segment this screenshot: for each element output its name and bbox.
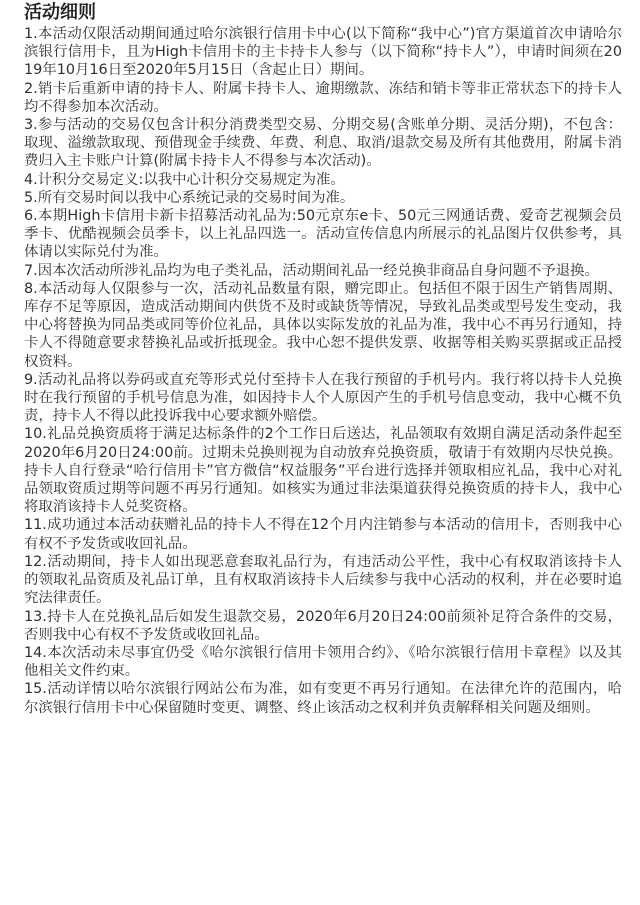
- rule-item-15: 15.活动详情以哈尔滨银行网站公布为准，如有变更不再另行通知。在法律允许的范围内，哈尔滨银行信用卡中心保留随时变更、调整、终止该活动之权利并负责解释相关问题及细则。: [24, 681, 622, 716]
- rule-item-12: 12.活动期间，持卡人如出现恶意套取礼品行为，有违活动公平性，我中心有权取消该持卡人的领取礼品资质及礼品订单，且有权取消该持卡人后续参与我中心活动的权利，并在必要时追究法律责任。: [24, 553, 622, 607]
- rule-item-7: 7.因本次活动所涉礼品均为电子类礼品，活动期间礼品一经兑换非商品自身问题不予退换。: [24, 262, 599, 279]
- rule-item-9: 9.活动礼品将以券码或直充等形式兑付至持卡人在我行预留的手机号内。我行将以持卡人兑换时在我行预留的手机号信息为准，如因持卡人个人原因产生的手机号信息变动，我中心概不负责，持卡人不得以此投诉我中心要求额外赔偿。: [24, 371, 622, 425]
- rule-item-11: 11.成功通过本活动获赠礼品的持卡人不得在12个月内注销参与本活动的信用卡，否则我中心有权不予发货或收回礼品。: [24, 517, 622, 552]
- rule-item-5: 5.所有交易时间以我中心系统记录的交易时间为准。: [24, 189, 355, 206]
- document-title: 活动细则: [24, 2, 96, 23]
- rule-item-14: 14.本次活动未尽事宜仍受《哈尔滨银行信用卡领用合约》、《哈尔滨银行信用卡章程》以及其他相关文件约束。: [24, 644, 622, 680]
- rule-item-10: 10.礼品兑换资质将于满足达标条件的2个工作日后送达，礼品领取有效期自满足活动条件起至2020年6月20日24:00前。过期未兑换则视为自动放弃兑换资质，敬请于有效期内尽快兑换。持卡人自行登录“哈行信用卡”官方微信“权益服务”平台进行选择并领取相应礼品，我中心对礼品领取资质过期等问题不再另行通知。如核实为通过非法渠道获得兑换资质的持卡人，我中心将取消该持卡人兑奖资格。: [24, 426, 622, 516]
- rule-item-2: 2.销卡后重新申请的持卡人、附属卡持卡人、逾期缴款、冻结和销卡等非正常状态下的持卡人均不得参加本次活动。: [24, 80, 622, 115]
- rule-item-8: 8.本活动每人仅限参与一次，活动礼品数量有限，赠完即止。包括但不限于因生产销售周期、库存不足等原因，造成活动期间内供货不及时或缺货等情况，导致礼品类或型号发生变动，我中心将替换为同品类或同等价位礼品，具体以实际发放的礼品为准，我中心不再另行通知，持卡人不得随意要求替换礼品或折抵现金。我中心恕不提供发票、收据等相关购买票据或正品授权资料。: [24, 280, 622, 370]
- rule-item-6: 6.本期High卡信用卡新卡招募活动礼品为:50元京东e卡、50元三网通话费、爱奇艺视频会员季卡、优酷视频会员季卡，以上礼品四选一。活动宣传信息内所展示的礼品图片仅供参考，具体请以实际兑付为准。: [24, 208, 622, 261]
- rule-item-1: 1.本活动仅限活动期间通过哈尔滨银行信用卡中心(以下简称“我中心”)官方渠道首次申请哈尔滨银行信用卡，且为High卡信用卡的主卡持卡人参与（以下简称“持卡人”），申请时间须在2019年10月16日至2020年5月15日（含起止日）期间。: [24, 26, 622, 79]
- rule-item-13: 13.持卡人在兑换礼品后如发生退款交易，2020年6月20日24:00前须补足符合条件的交易，否则我中心有权不予发货或收回礼品。: [24, 608, 622, 643]
- rule-item-4: 4.计积分交易定义:以我中心计积分交易规定为准。: [24, 171, 345, 188]
- rule-item-3: 3.参与活动的交易仅包含计积分消费类型交易、分期交易(含账单分期、灵活分期)，不包含：取现、溢缴款取现、预借现金手续费、年费、利息、取消/退款交易及所有其他费用，附属卡消费归入主卡账户计算(附属卡持卡人不得参与本次活动)。: [24, 117, 622, 170]
- rules-list: [24, 25, 622, 717]
